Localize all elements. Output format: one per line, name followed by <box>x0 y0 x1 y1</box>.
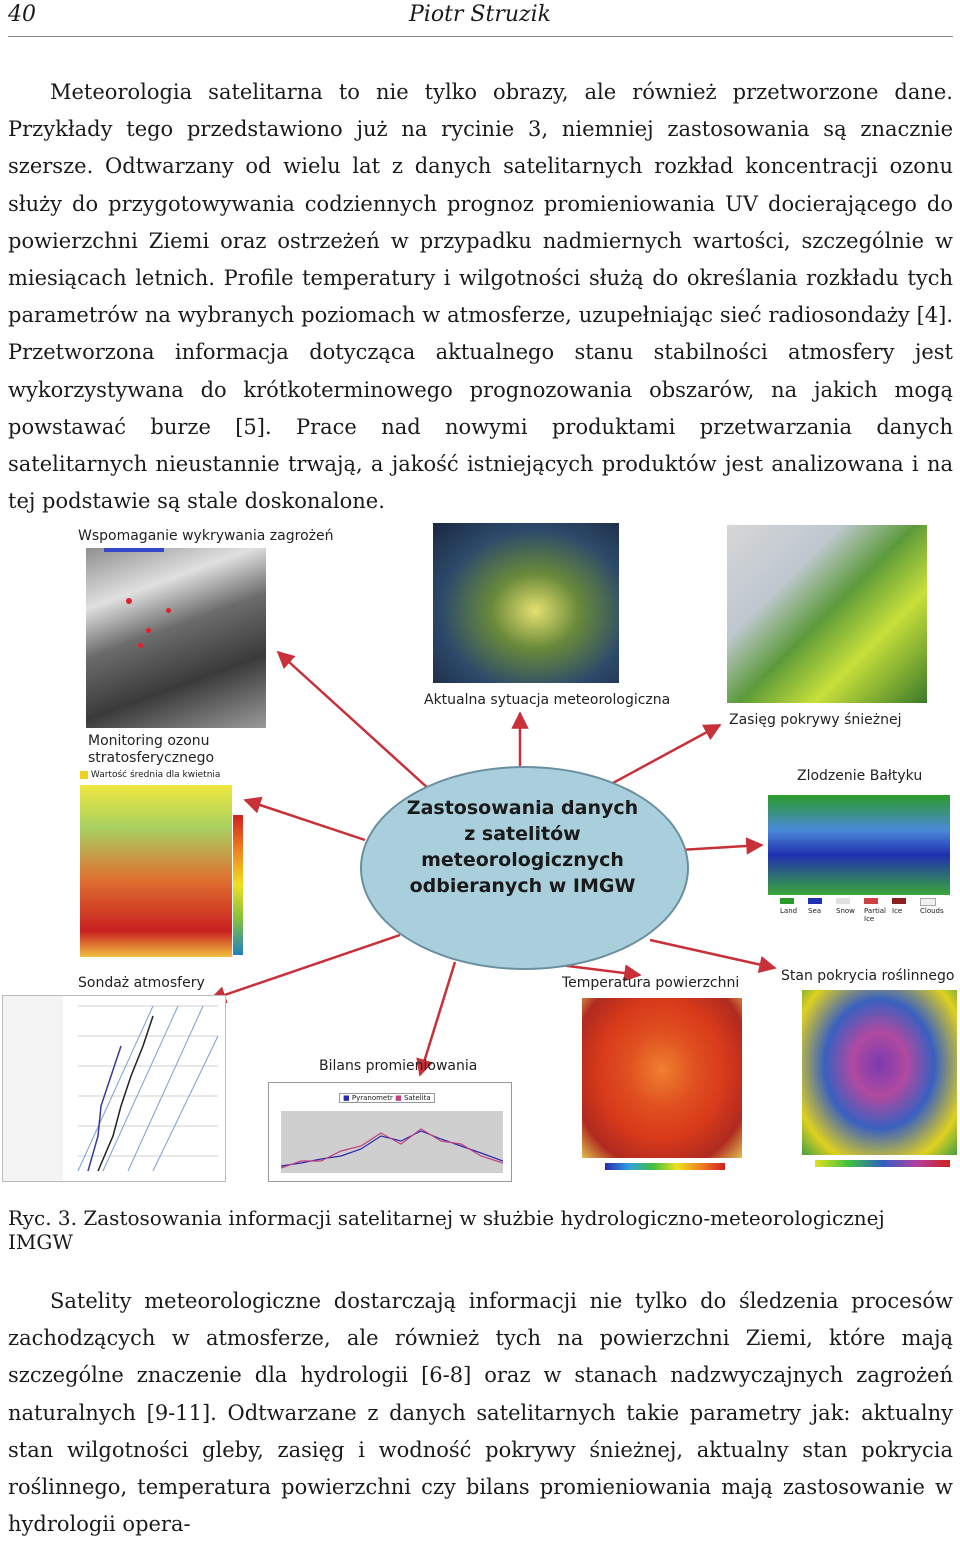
surface-temp-map-image <box>582 998 742 1158</box>
center-line-2: z satelitów <box>464 823 581 845</box>
sounding-diagram <box>3 996 225 1181</box>
label-hazard: Wspomaganie wykrywania zagrożeń <box>78 528 334 544</box>
radiation-legend-satellite: Satelita <box>403 1094 431 1102</box>
ozone-colorbar <box>233 815 243 955</box>
running-head: Piotr Struzik <box>409 2 551 27</box>
label-ice: Zlodzenie Bałtyku <box>797 768 923 784</box>
ice-legend-snow: Snow <box>836 907 855 915</box>
label-vegetation: Stan pokrycia roślinnego <box>781 968 955 984</box>
arrow-ice <box>680 845 762 850</box>
ozone-legend-label: Wartość średnia dla kwietnia <box>90 770 221 780</box>
radiation-legend: ■ Pyranometr ■ Satelita <box>339 1093 435 1103</box>
figure-caption: Ryc. 3. Zastosowania informacji satelitarnej w służbie hydrologiczno-meteorologicznej IMGW <box>8 1206 885 1254</box>
current-satellite-image <box>433 523 619 683</box>
ice-legend-land: Land <box>780 907 798 915</box>
label-sounding: Sondaż atmosfery <box>78 975 205 991</box>
ice-legend-clouds: Clouds <box>920 907 944 915</box>
label-radiation: Bilans promieniowania <box>319 1058 478 1074</box>
arrow-hazard <box>278 652 430 790</box>
label-snow: Zasięg pokrywy śnieżnej <box>729 712 902 728</box>
label-current: Aktualna sytuacja meteorologiczna <box>424 692 671 708</box>
ice-map-image <box>768 795 950 895</box>
radiation-plot-area <box>281 1111 503 1173</box>
ice-legend <box>780 898 950 922</box>
arrow-vegetation <box>650 940 775 968</box>
ice-legend-ice: Ice <box>892 907 903 915</box>
ice-legend-partial: Partial Ice <box>864 907 886 923</box>
center-line-1: Zastosowania danych <box>406 797 639 819</box>
label-surface-temp: Temperatura powierzchni <box>562 975 740 991</box>
paragraph-text: Meteorologia satelitarna to nie tylko obrazy, ale również przetworzone dane. Przykłady tego przedstawiono już na rycinie 3, niemniej zastosowania są znacznie szersze. Odtwarzany od wielu lat z danych satelitarnych rozkład koncentracji ozonu służy do przygotowywania codziennych prognoz promieniowania UV docierającego do powierzchni Ziemi oraz ostrzeżeń w przypadku nadmiernych wartości, szczególnie w miesiącach letnich. Profile temperatury i wilgotności służą do określania rozkładu tych parametrów na wybranych poziomach w atmosferze, uzupełniając sieć radiosondaży [4]. Przetworzona informacja dotycząca aktualnego stanu stabilności atmosfery jest wykorzystywana do krótkoterminowego prognozowania obszarów, na jakich mogą powstawać burze [5]. Prace nad nowymi produktami przetwarzania danych satelitarnych nieustannie trwają, a jakość istniejących produktów jest analizowana i na tej podstawie są stale doskonalone. <box>8 80 953 514</box>
arrow-surface-temp <box>560 965 640 975</box>
vegetation-colorbar <box>815 1160 950 1167</box>
paragraph-text: Satelity meteorologiczne dostarczają informacji nie tylko do śledzenia procesów zachodzących w atmosferze, ale również tych na powierzchni Ziemi, które mają szczególne znaczenie dla hydrologii [6-8] oraz w stanach nadzwyczajnych zagrożeń naturalnych [9-11]. Odtwarzane z danych satelitarnych takie parametry jak: aktualny stan wilgotności gleby, zasięg i wodność pokrywy śnieżnej, aktualny stan pokrycia roślinnego, temperatura powierzchni czy bilans promieniowania mają zastosowanie w hydrologii opera- <box>8 1289 953 1537</box>
hazard-satellite-image <box>86 548 266 728</box>
arrow-ozone <box>245 800 365 840</box>
radiation-legend-pyranometer: Pyranometr <box>351 1094 393 1102</box>
vegetation-map-image <box>802 990 957 1155</box>
arrow-snow <box>600 725 720 790</box>
radiation-chart-image <box>268 1082 512 1182</box>
center-line-4: odbieranych w IMGW <box>409 875 636 897</box>
ice-legend-sea: Sea <box>808 907 822 915</box>
center-line-3: meteorologicznych <box>421 849 624 871</box>
snow-satellite-image <box>727 525 927 703</box>
hazard-scale-bar <box>104 548 164 552</box>
body-paragraph-2 <box>8 1283 953 1543</box>
ozone-map-image <box>80 785 232 957</box>
center-title <box>360 795 685 899</box>
ozone-legend <box>80 770 230 780</box>
sounding-chart-image <box>2 995 226 1182</box>
surface-temp-colorbar <box>605 1163 725 1170</box>
page-number: 40 <box>8 2 36 27</box>
label-ozone: Monitoring ozonu stratosferycznego <box>88 733 215 766</box>
radiation-series <box>281 1111 503 1173</box>
